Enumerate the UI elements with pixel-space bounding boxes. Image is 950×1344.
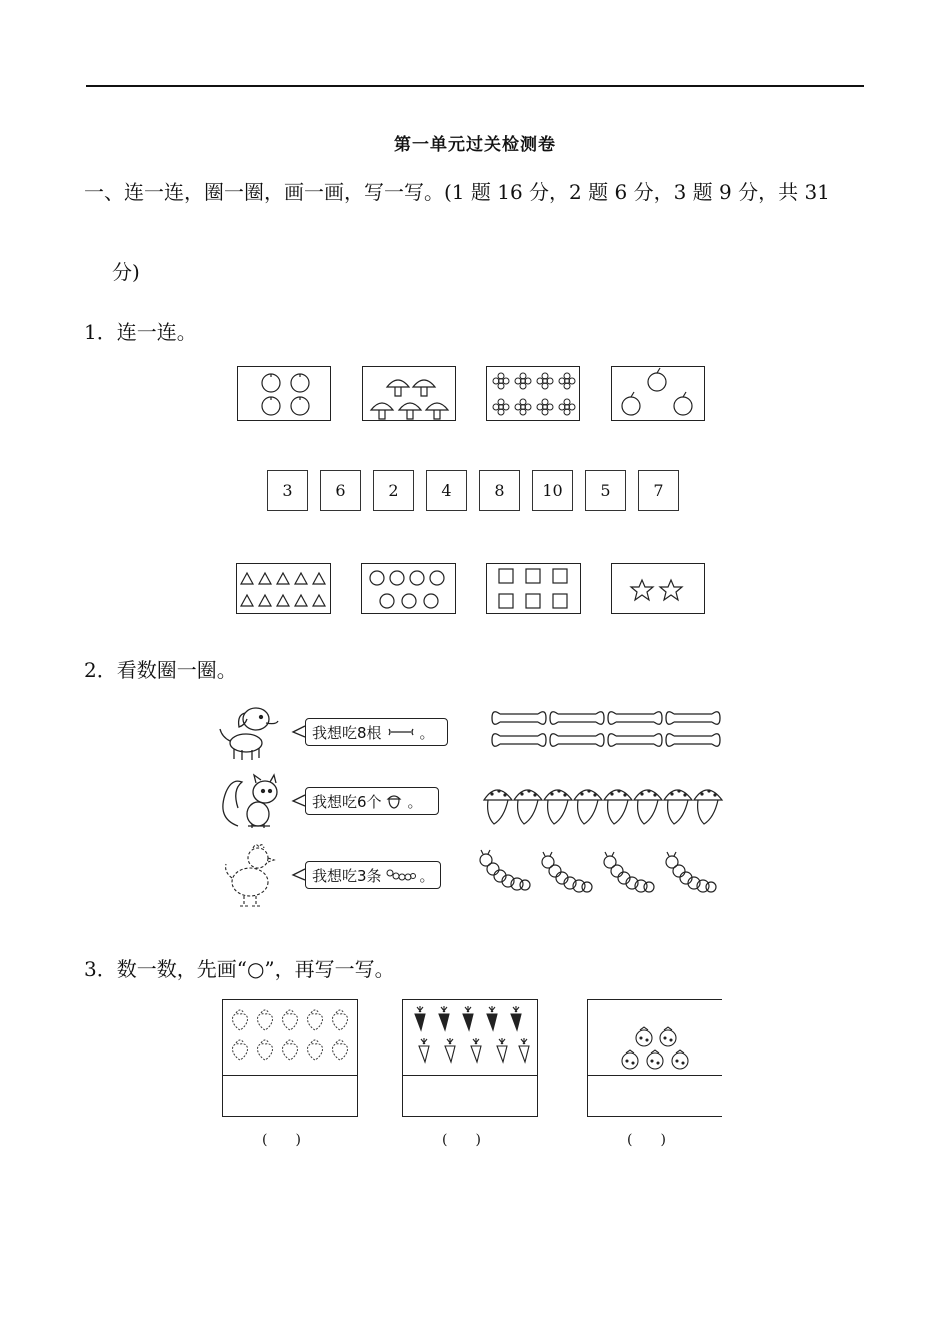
answer-divider (223, 1075, 357, 1076)
caterpillar-group (478, 850, 728, 900)
acorn-group (480, 780, 728, 828)
speech-text: 我想吃3条 (312, 866, 382, 885)
speech-text: 我想吃6个 (312, 792, 382, 811)
section-heading-continued: 分) (112, 260, 140, 284)
count-box-strawberries (587, 999, 722, 1117)
answer-blank[interactable]: ( ) (262, 1132, 301, 1148)
speech-bubble-squirrel (305, 787, 439, 815)
number-card[interactable]: 2 (373, 470, 414, 511)
square-group (487, 564, 582, 615)
caterpillar-icon (386, 868, 416, 882)
picture-box-mushrooms[interactable] (362, 366, 456, 421)
picture-box-squares[interactable] (486, 563, 581, 614)
number-card[interactable]: 5 (585, 470, 626, 511)
page-title: 第一单元过关检测卷 (394, 135, 556, 155)
triangle-group (237, 564, 332, 615)
section-heading: 一、连一连，圈一圈，画一画，写一写。(1 题 16 分，2 题 6 分，3 题 9 分，共 31 (84, 180, 830, 204)
number-card[interactable]: 4 (426, 470, 467, 511)
question-1-label: 1．连一连。 (84, 320, 197, 344)
apple-group (612, 367, 706, 422)
picture-box-flowers[interactable] (486, 366, 580, 421)
number-card[interactable]: 8 (479, 470, 520, 511)
flower-group (487, 367, 581, 422)
question-2-label: 2．看数圈一圈。 (84, 658, 237, 682)
answer-blank[interactable]: ( ) (442, 1132, 481, 1148)
speech-end: 。 (407, 792, 423, 811)
speech-end: 。 (419, 723, 435, 742)
bone-group (490, 707, 726, 751)
question-3-label: 3．数一数，先画“○”，再写一写。 (84, 957, 395, 981)
speech-end: 。 (419, 866, 435, 885)
top-rule (86, 85, 864, 87)
bubble-tail-icon (275, 724, 307, 740)
circle-group (362, 564, 457, 615)
carrot-group (403, 1000, 539, 1076)
number-card[interactable]: 6 (320, 470, 361, 511)
answer-divider (403, 1075, 537, 1076)
acorn-icon (386, 793, 402, 809)
count-box-peaches (222, 999, 358, 1117)
peach-group (223, 1000, 359, 1076)
bone-icon (388, 727, 414, 737)
picture-box-apples[interactable] (611, 366, 705, 421)
bubble-tail-icon (275, 793, 307, 809)
strawberry-group (588, 1000, 723, 1076)
count-box-carrots (402, 999, 538, 1117)
number-card[interactable]: 10 (532, 470, 573, 511)
bubble-tail-icon (275, 867, 307, 883)
picture-box-triangles[interactable] (236, 563, 331, 614)
speech-bubble-dog (305, 718, 448, 746)
picture-box-circles[interactable] (361, 563, 456, 614)
mushroom-group (363, 367, 457, 422)
picture-box-oranges[interactable] (237, 366, 331, 421)
answer-divider (588, 1075, 722, 1076)
orange-group (238, 367, 332, 422)
number-card[interactable]: 3 (267, 470, 308, 511)
speech-bubble-chicken (305, 861, 441, 889)
speech-text: 我想吃8根 (312, 723, 382, 742)
answer-blank[interactable]: ( ) (627, 1132, 666, 1148)
star-group (612, 564, 706, 615)
number-card[interactable]: 7 (638, 470, 679, 511)
picture-box-stars[interactable] (611, 563, 705, 614)
